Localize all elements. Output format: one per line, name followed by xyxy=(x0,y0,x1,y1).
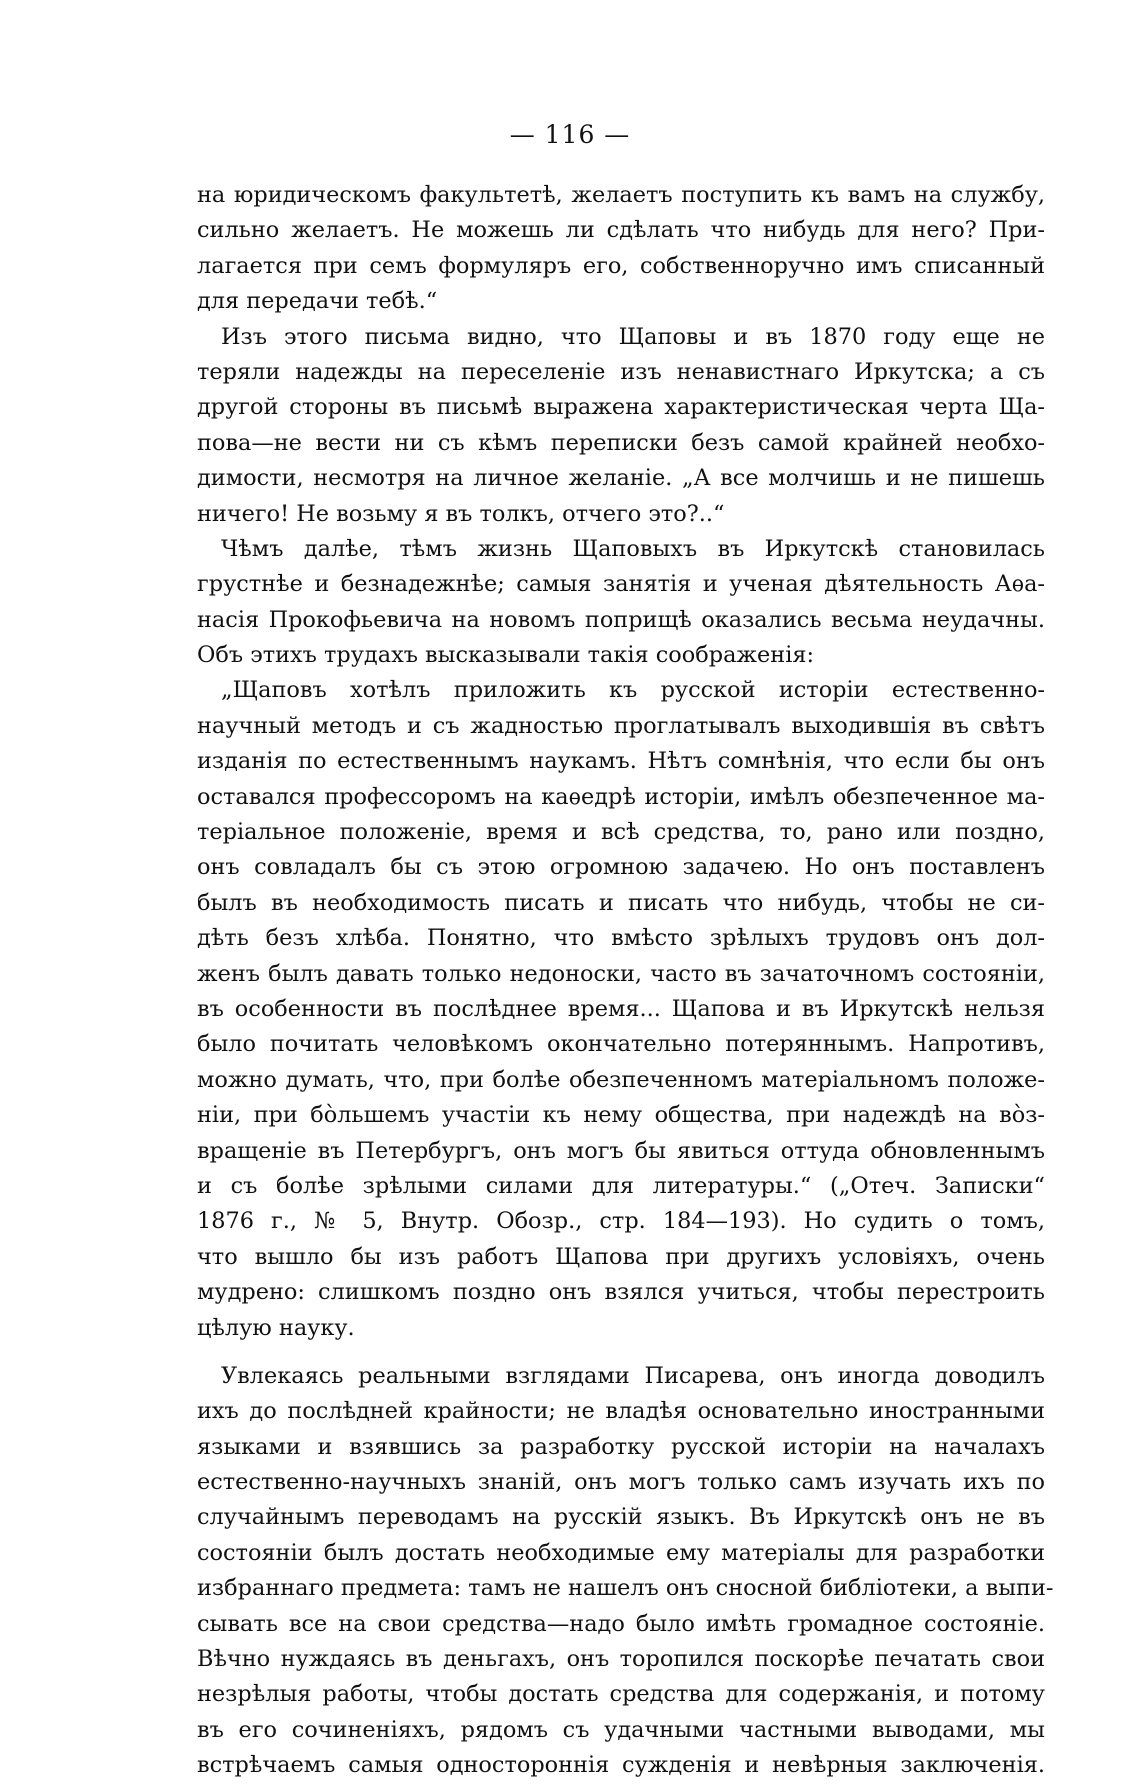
page-number: — 116 — xyxy=(509,120,631,149)
text-line: ніи, при бо̀льшемъ участіи къ нему общества, при надеждѣ на во̀з- xyxy=(197,1102,1045,1129)
text-line: избраннаго предмета: тамъ не нашелъ онъ сносной библіотеки, а выпи- xyxy=(197,1575,1054,1602)
text-line: грустнѣе и безнадежнѣе; самыя занятія и ученая дѣятельность Аѳа- xyxy=(197,571,1045,598)
text-line: насія Прокофьевича на новомъ поприщѣ оказались весьма неудачны. xyxy=(197,606,1045,633)
text-line: димости, несмотря на личное желаніе. „А все молчишь и не пишешь xyxy=(197,465,1045,492)
text-line: ихъ до послѣдней крайности; не владѣя основательно иностранными xyxy=(197,1398,1045,1425)
text-line: встрѣчаемъ самыя одностороннія сужденія и невѣрныя заключенія. xyxy=(197,1752,1045,1779)
paragraph-letter-end xyxy=(197,178,1045,320)
text-line: Чѣмъ далѣе, тѣмъ жизнь Щаповыхъ въ Иркутскѣ становилась xyxy=(221,535,1045,562)
text-line: на юридическомъ факультетѣ, желаетъ поступить къ вамъ на службу, xyxy=(197,182,1045,208)
text-line: естественно-научныхъ знаній, онъ могъ только самъ изучать ихъ по xyxy=(197,1469,1045,1496)
text-line: оставался профессоромъ на каѳедрѣ исторіи, имѣлъ обезпеченное ма- xyxy=(197,783,1045,810)
text-line: можно думать, что, при болѣе обезпеченномъ матеріальномъ положе- xyxy=(197,1066,1045,1093)
text-line: вращеніе въ Петербургъ, онъ могъ бы явиться оттуда обновленнымъ xyxy=(197,1137,1045,1164)
paragraph-irkutsk-life xyxy=(197,532,1045,674)
text-line: пова—не вести ни съ кѣмъ переписки безъ самой крайней необхо- xyxy=(197,429,1045,456)
text-line: дѣть безъ хлѣба. Понятно, что вмѣсто зрѣлыхъ трудовъ онъ дол- xyxy=(197,925,1045,952)
text-line: лагается при семъ формуляръ его, собственноручно имъ списанный xyxy=(197,252,1045,279)
text-line: научный методъ и съ жадностью проглатывалъ выходившія въ свѣтъ xyxy=(197,712,1045,739)
text-line: изданія по естественнымъ наукамъ. Нѣтъ сомнѣнія, что если бы онъ xyxy=(197,748,1045,775)
text-line: женъ былъ давать только недоноски, часто въ зачаточномъ состояніи, xyxy=(197,960,1045,987)
text-line: цѣлую науку. xyxy=(197,1314,355,1341)
text-line: въ его сочиненіяхъ, рядомъ съ удачными частными выводами, мы xyxy=(197,1716,1045,1743)
paragraph-letter-comment xyxy=(197,320,1045,532)
text-line: сывать все на свои средства—надо было имѣть громадное состояніе. xyxy=(197,1610,1045,1637)
text-line: 1876 г., № 5, Внутр. Обозр., стр. 184—193). Но судить о томъ, xyxy=(197,1208,1045,1235)
text-line: языками и взявшись за разработку русской исторіи на началахъ xyxy=(197,1433,1045,1460)
text-line: былъ въ необходимость писать и писать что нибудь, чтобы не си- xyxy=(197,889,1045,916)
text-line: другой стороны въ письмѣ выражена характеристическая черта Ща- xyxy=(197,394,1045,421)
text-line: Вѣчно нуждаясь въ деньгахъ, онъ торопился поскорѣе печатать свои xyxy=(197,1646,1045,1673)
text-line: случайнымъ переводамъ на русскій языкъ. Въ Иркутскѣ онъ не въ xyxy=(197,1504,1045,1531)
text-line: Объ этихъ трудахъ высказывали такія соображенія: xyxy=(197,642,815,669)
text-line: „Щаповъ хотѣлъ приложить къ русской исторіи естественно- xyxy=(221,677,1045,704)
text-line: теріальное положеніе, время и всѣ средства, то, рано или поздно, xyxy=(197,819,1045,846)
text-line: Изъ этого письма видно, что Щаповы и въ 1870 году еще не xyxy=(221,323,1045,350)
text-line: онъ совладалъ бы съ этою огромною задачею. Но онъ поставленъ xyxy=(197,854,1045,881)
paragraph-quotation xyxy=(197,673,1045,1345)
text-line: теряли надежды на переселеніе изъ ненавистнаго Иркутска; а съ xyxy=(197,358,1045,385)
text-line: и съ болѣе зрѣлыми силами для литературы.“ („Отеч. Записки“ xyxy=(197,1172,1045,1199)
text-line: состояніи былъ достать необходимые ему матеріалы для разработки xyxy=(197,1539,1045,1566)
body-text xyxy=(197,178,1054,1784)
text-line: ничего! Не возьму я въ толкъ, отчего это?..“ xyxy=(197,500,725,527)
text-line: мудрено: слишкомъ поздно онъ взялся учиться, чтобы перестроить xyxy=(197,1279,1045,1306)
text-line: незрѣлыя работы, чтобы достать средства для содержанія, и потому xyxy=(197,1681,1045,1708)
text-line: въ особенности въ послѣднее время... Щапова и въ Иркутскѣ нельзя xyxy=(197,995,1045,1022)
text-line: было почитать человѣкомъ окончательно потеряннымъ. Напротивъ, xyxy=(197,1031,1045,1058)
text-line: сильно желаетъ. Не можешь ли сдѣлать что нибудь для него? При- xyxy=(197,217,1045,244)
text-line: Увлекаясь реальными взглядами Писарева, онъ иногда доводилъ xyxy=(221,1362,1045,1389)
text-line: для передачи тебѣ.“ xyxy=(197,288,438,315)
text-line: что вышло бы изъ работъ Щапова при другихъ условіяхъ, очень xyxy=(197,1243,1045,1270)
paragraph-pisarev xyxy=(197,1359,1054,1784)
